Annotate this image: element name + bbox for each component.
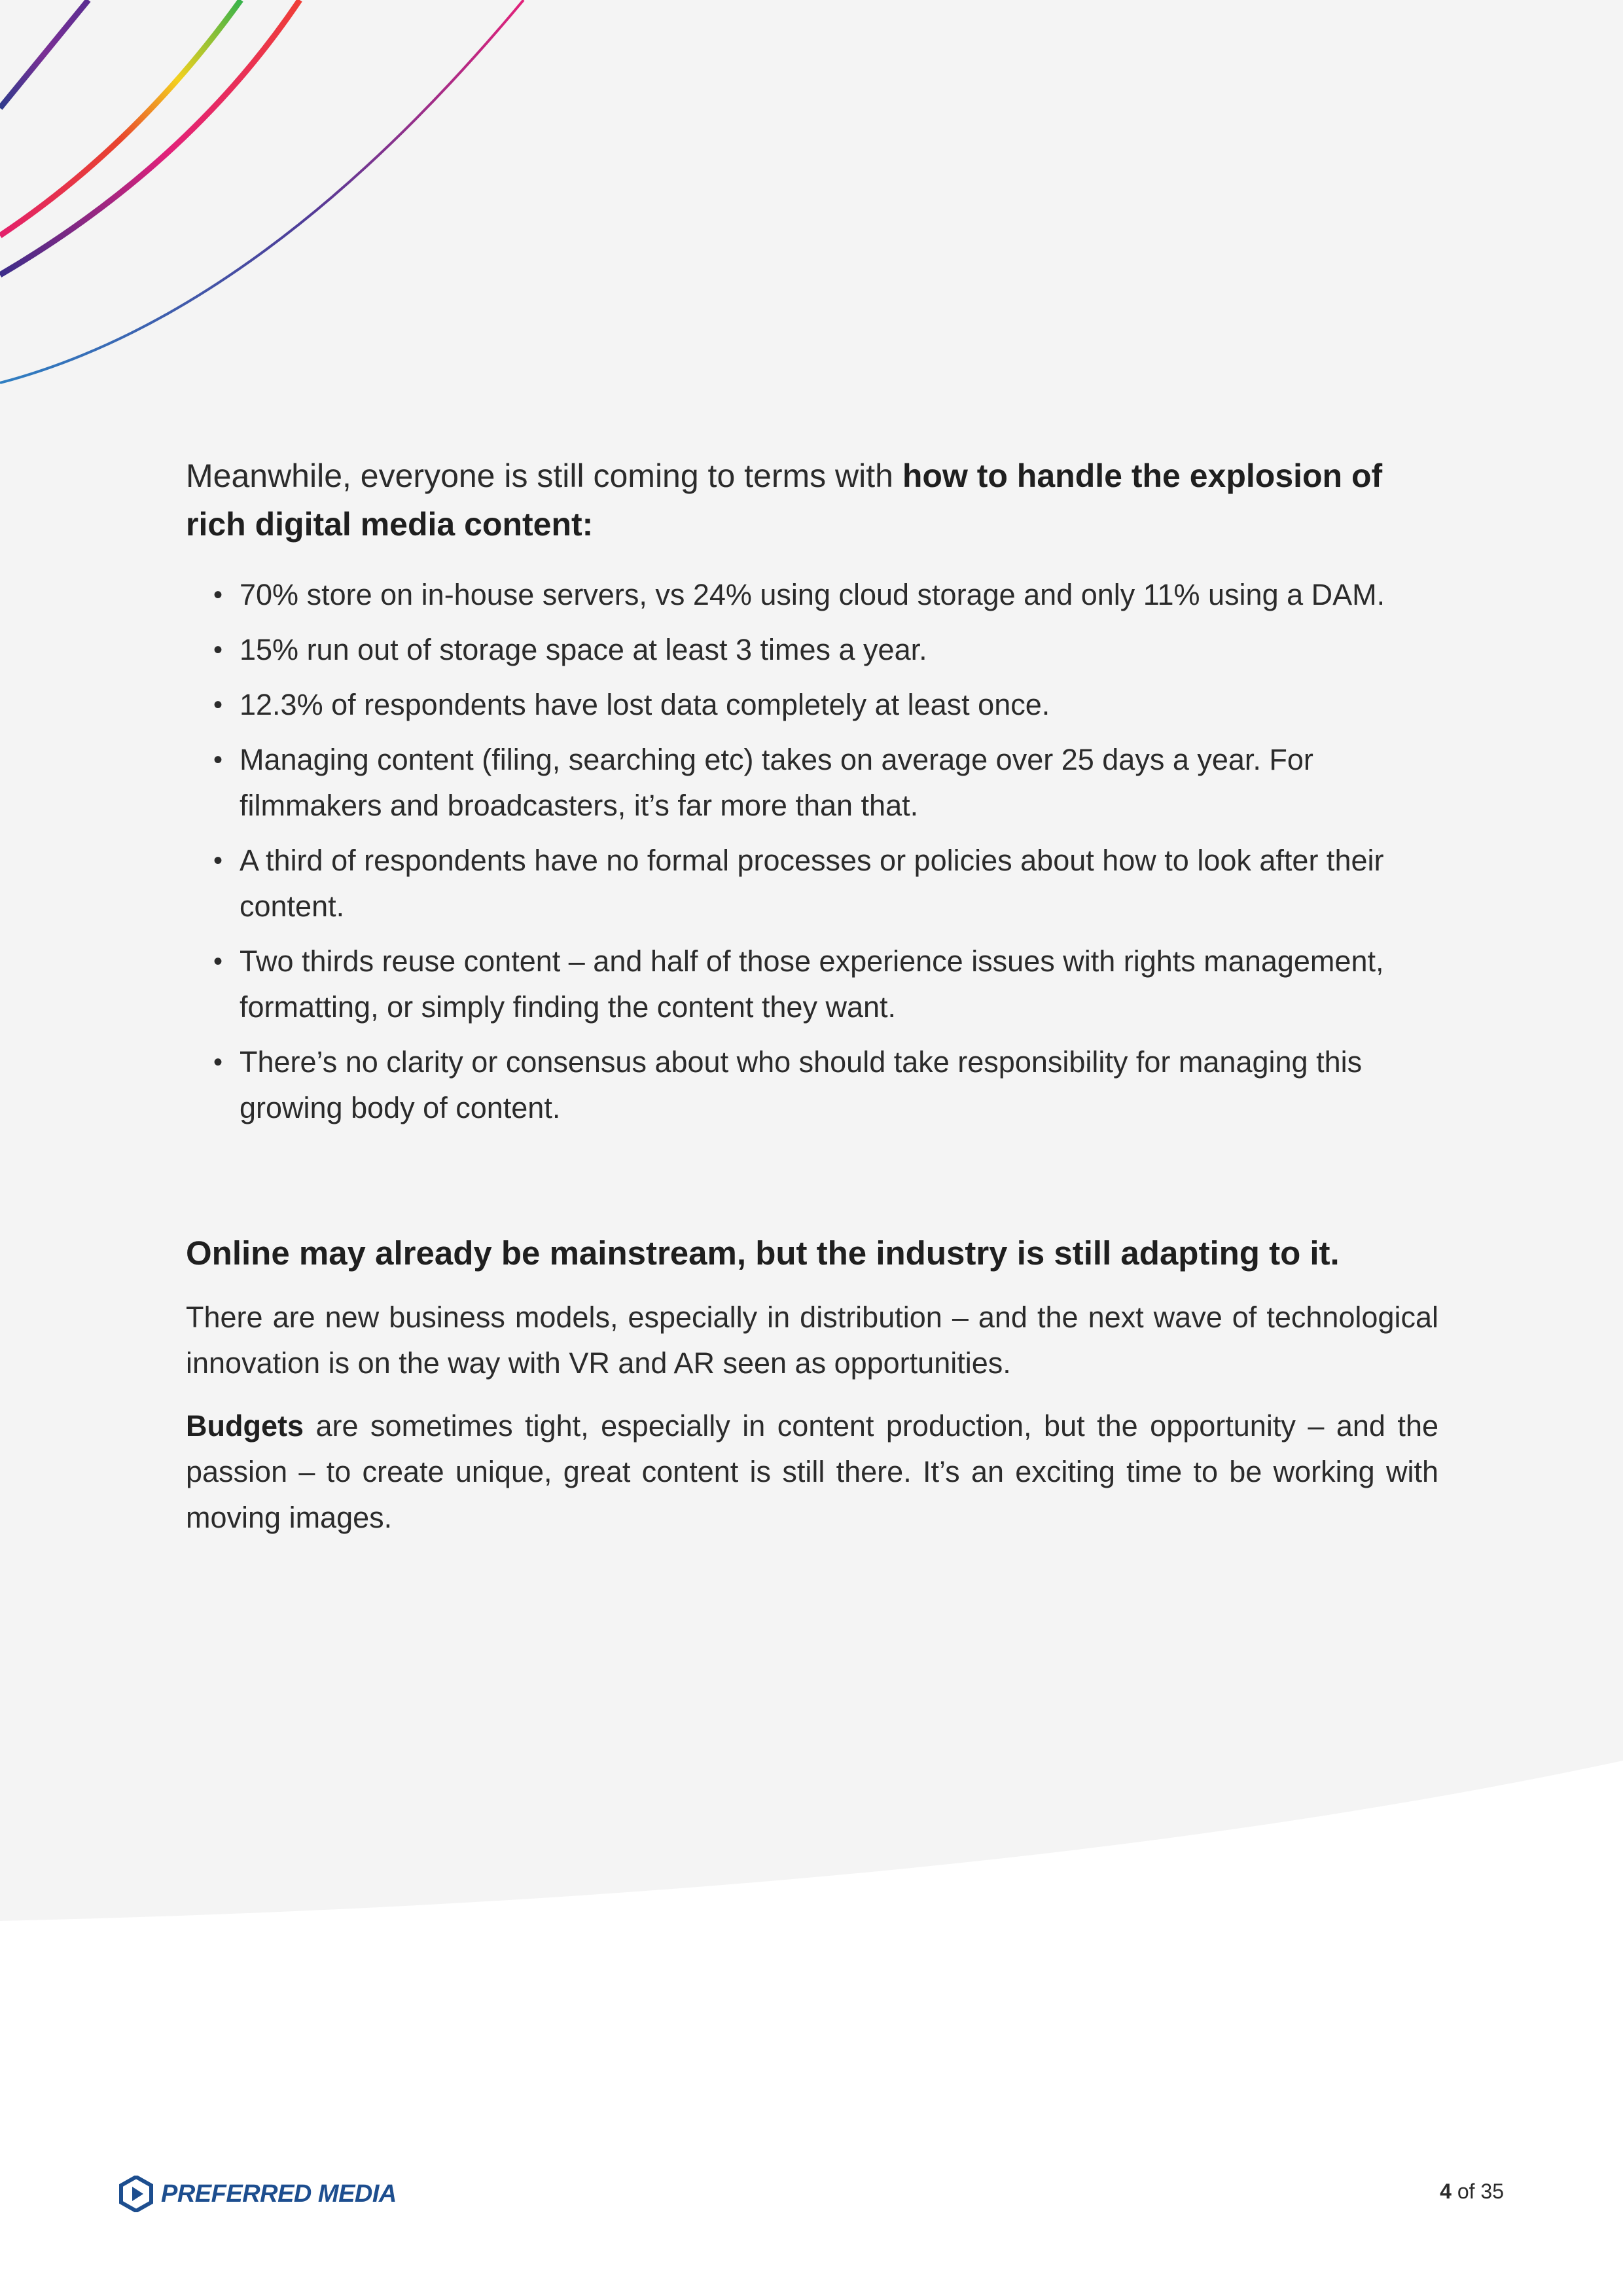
list-item: • Managing content (filing, searching etc) takes on average over 25 days a year. For filmmakers and broadcasters, it’s far more than that. bbox=[240, 737, 1438, 829]
logo-play-icon bbox=[119, 2176, 153, 2212]
list-item: • 15% run out of storage space at least 3 times a year. bbox=[240, 627, 1438, 673]
body-paragraph: There are new business models, especially in distribution – and the next wave of technological innovation is on the way with VR and AR seen as opportunities. bbox=[186, 1300, 1438, 1380]
logo-text: PREFERRED MEDIA bbox=[161, 2179, 397, 2208]
statistics-list bbox=[186, 572, 1438, 1131]
list-item: • 70% store on in-house servers, vs 24% using cloud storage and only 11% using a DAM. bbox=[240, 572, 1438, 618]
brand-logo bbox=[119, 2174, 397, 2214]
intro-paragraph: Meanwhile, everyone is still coming to terms with how to handle the explosion of rich digital media content: bbox=[186, 457, 1383, 543]
list-item: • 12.3% of respondents have lost data completely at least once. bbox=[240, 682, 1438, 728]
section-heading: Online may already be mainstream, but the industry is still adapting to it. bbox=[186, 1234, 1340, 1272]
main-content bbox=[186, 452, 1438, 1541]
list-item: • There’s no clarity or consensus about who should take responsibility for managing this growing body of content. bbox=[240, 1039, 1438, 1131]
budgets-paragraph: Budgets are sometimes tight, especially in content production, but the opportunity – and the passion – to create unique, great content is still there. It’s an exciting time to be working with moving images. bbox=[186, 1409, 1438, 1534]
page-number: 4 of 35 bbox=[1440, 2179, 1504, 2203]
list-item: • Two thirds reuse content – and half of those experience issues with rights management, formatting, or simply finding the content they want. bbox=[240, 939, 1438, 1030]
list-item: • A third of respondents have no formal processes or policies about how to look after their content. bbox=[240, 838, 1438, 929]
